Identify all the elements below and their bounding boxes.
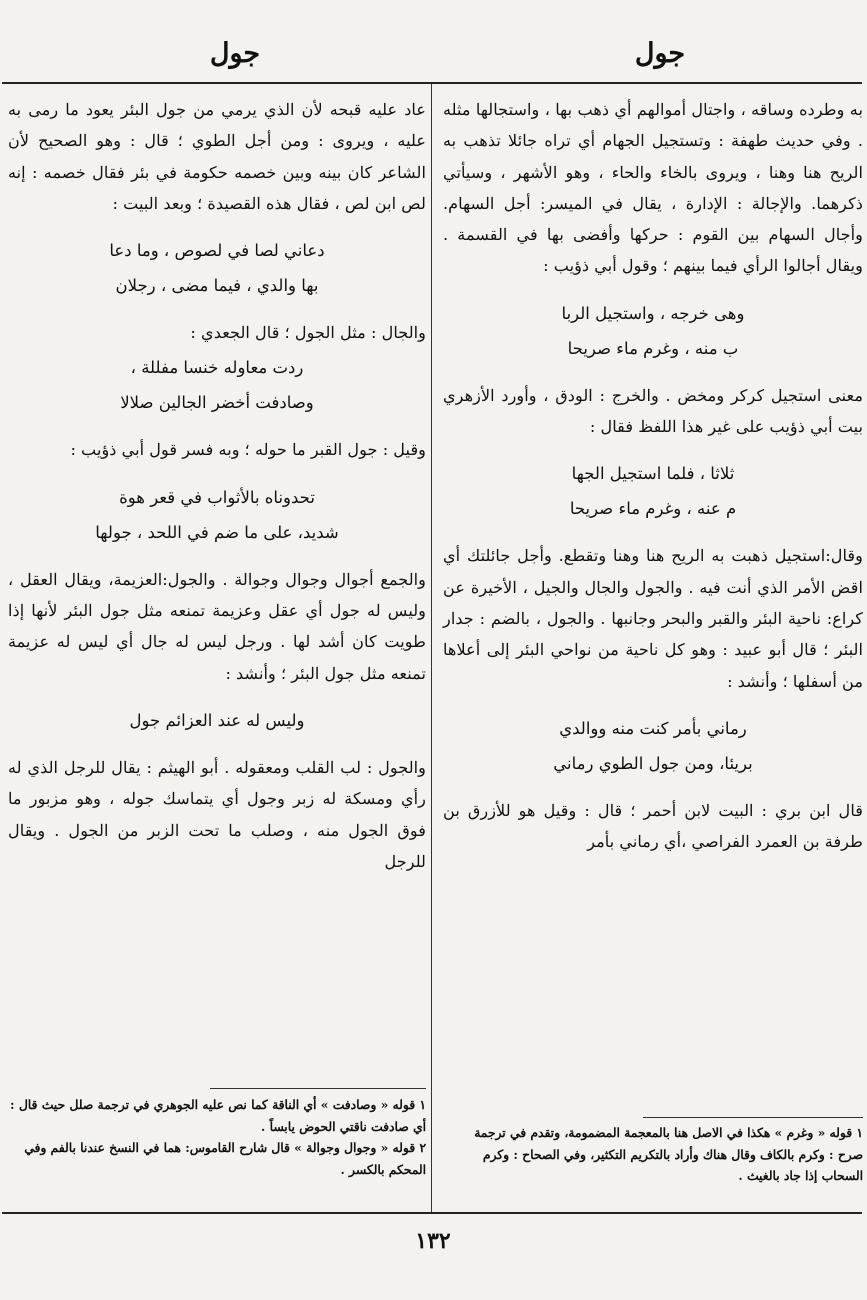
entry-paragraph: والجمع أجوال وجوال وجوالة . والجول:العزيمة، ويقال العقل ، وليس له جول أي عقل وعزيمة تمنعه مثل جول البئر لأنها إذا طويت كان أشد لها . ورجل ليس له جال أي ليس له عزيمة تمنعه مثل جول البئر ؛ وأنشد : xyxy=(8,569,426,683)
entry-paragraph: وقيل : جول القبر ما حوله ؛ وبه فسر قول أبي ذؤيب : xyxy=(70,440,426,460)
entry-paragraph: والجال : مثل الجول ؛ قال الجعدي : xyxy=(190,323,426,343)
running-head-left: جول xyxy=(209,38,261,69)
entry-paragraph: عاد عليه قبحه لأن الذي يرمي من جول البئر يعود ما رمى به عليه ، ويروى : ومن أجل الطوي ؛ قال : وهو الصحيح لأن الشاعر كان بينه وبين خصمه حكومة في بئر فقال خصمه : إنه لص ابن لص ، فقال هذه القصيدة ؛ وبعد البيت : xyxy=(8,100,426,213)
footnote: ١ قوله « وغرم » هكذا في الاصل هنا بالمعجمة المضمومة، وتقدم في ترجمة صرح : وكرم بالكاف وقال هناك وأراد بالتكريم التكثير، وفي الصحاح : وكرم السحاب إذا جاد بالغيث . xyxy=(474,1125,863,1183)
verse-hemistich: ب منه ، وغرم ماء صريحا xyxy=(567,338,739,358)
poetry-verse xyxy=(443,456,863,526)
verse-hemistich: بها والدي ، فيما مضى ، رجلان xyxy=(115,276,319,296)
verse-hemistich: م عنه ، وغرم ماء صريحا xyxy=(569,499,737,519)
verse-hemistich: تحدوناه بالأثواب في قعر هوة xyxy=(119,487,315,507)
poetry-verse xyxy=(443,711,863,781)
entry-paragraph: معنى استجيل كركر ومخض . والخرج : الودق ، وأورد الأزهري بيت أبي ذؤيب على غير هذا اللفظ فقال : xyxy=(443,385,863,437)
footer-rule xyxy=(2,1212,862,1214)
poetry-verse xyxy=(8,480,426,550)
footnotes-right xyxy=(445,1122,863,1187)
entry-paragraph: وقال:استجيل ذهبت به الريح هنا وهنا وتقطع. وأجل جائلتك أي اقض الأمر الذي أنت فيه . والجول والجال والجيل ، الأخيرة عن كراع: ناحية البئر والقبر والبحر وجانبها . والجول ، بالضم : جدار البئر ؛ قال أبو عبيد : وهو كل ناحية من نواحي البئر إلى أعلاها من أسفلها ؛ وأنشد : xyxy=(443,546,863,691)
entry-paragraph: به وطرده وساقه ، واجتال أموالهم أي ذهب بها ، واستجالها مثله . وفي حديث طهفة : وتستجيل الجهام أي تراه جائلا تذهب به الريح هنا وهنا ، ويروى بالخاء والحاء ، وهو الأشهر ، وسيأتي ذكرهما. والإجالة : الإدارة ، يقال في الميسر: أجل السهام. وأجال السهام بين القوم : حركها وأفضى بها في القسمة . ويقال أجالوا الرأي فيما بينهم ؛ وقول أبي ذؤيب : xyxy=(443,100,863,276)
verse-hemistich: وصادفت أخضر الجالين صلالا xyxy=(120,393,314,413)
poetry-verse xyxy=(8,350,426,420)
verse-hemistich: وليس له عند العزائم جول xyxy=(129,710,305,730)
verse-hemistich: ثلاثا ، فلما استجيل الجها xyxy=(571,464,735,484)
poetry-verse xyxy=(8,233,426,303)
verse-hemistich: شديد، على ما ضم في اللحد ، جولها xyxy=(95,522,339,542)
right-column xyxy=(443,94,863,857)
footnote-rule xyxy=(210,1088,426,1089)
footnotes-left xyxy=(10,1094,426,1180)
footnote: ٢ قوله « وجوال وجوالة » قال شارح القاموس: هما في النسخ عندنا بالفم وفي المحكم بالكسر . xyxy=(24,1140,426,1177)
entry-paragraph: والجول : لب القلب ومعقوله . أبو الهيثم : يقال للرجل الذي له رأي ومسكة له زبر وجول أي يتماسك جوله ، وهو مزبور ما فوق الجول منه ، وصلب ما تحت الزبر من الجول . ويقال للرجل xyxy=(8,757,426,871)
verse-hemistich: دعاني لصا في لصوص ، وما دعا xyxy=(109,241,325,261)
verse-hemistich: وهى خرجه ، واستجيل الربا xyxy=(561,303,745,323)
verse-hemistich: بريئا، ومن جول الطوي رماني xyxy=(553,753,753,773)
header-rule xyxy=(2,82,862,84)
entry-paragraph: قال ابن بري : البيت لابن أحمر ؛ قال : وقيل هو للأزرق بن طرفة بن العمرد الفراصي ،أي رماني بأمر xyxy=(443,800,863,852)
page-number: ١٣٢ xyxy=(415,1228,451,1254)
verse-hemistich: ردت معاوله خنسا مفللة ، xyxy=(130,358,304,378)
footnote: ١ قوله « وصادفت » أي الناقة كما نص عليه الجوهري في ترجمة صلل حيث قال : أي صادفت ناقتي الحوض يابساً . xyxy=(10,1097,426,1134)
footnote-rule xyxy=(643,1117,863,1118)
verse-hemistich: رماني بأمر كنت منه ووالدي xyxy=(559,718,747,738)
running-head-right: جول xyxy=(634,38,686,69)
left-column xyxy=(8,94,426,877)
column-divider xyxy=(431,84,432,1212)
poetry-verse xyxy=(8,703,426,738)
poetry-verse xyxy=(443,296,863,366)
